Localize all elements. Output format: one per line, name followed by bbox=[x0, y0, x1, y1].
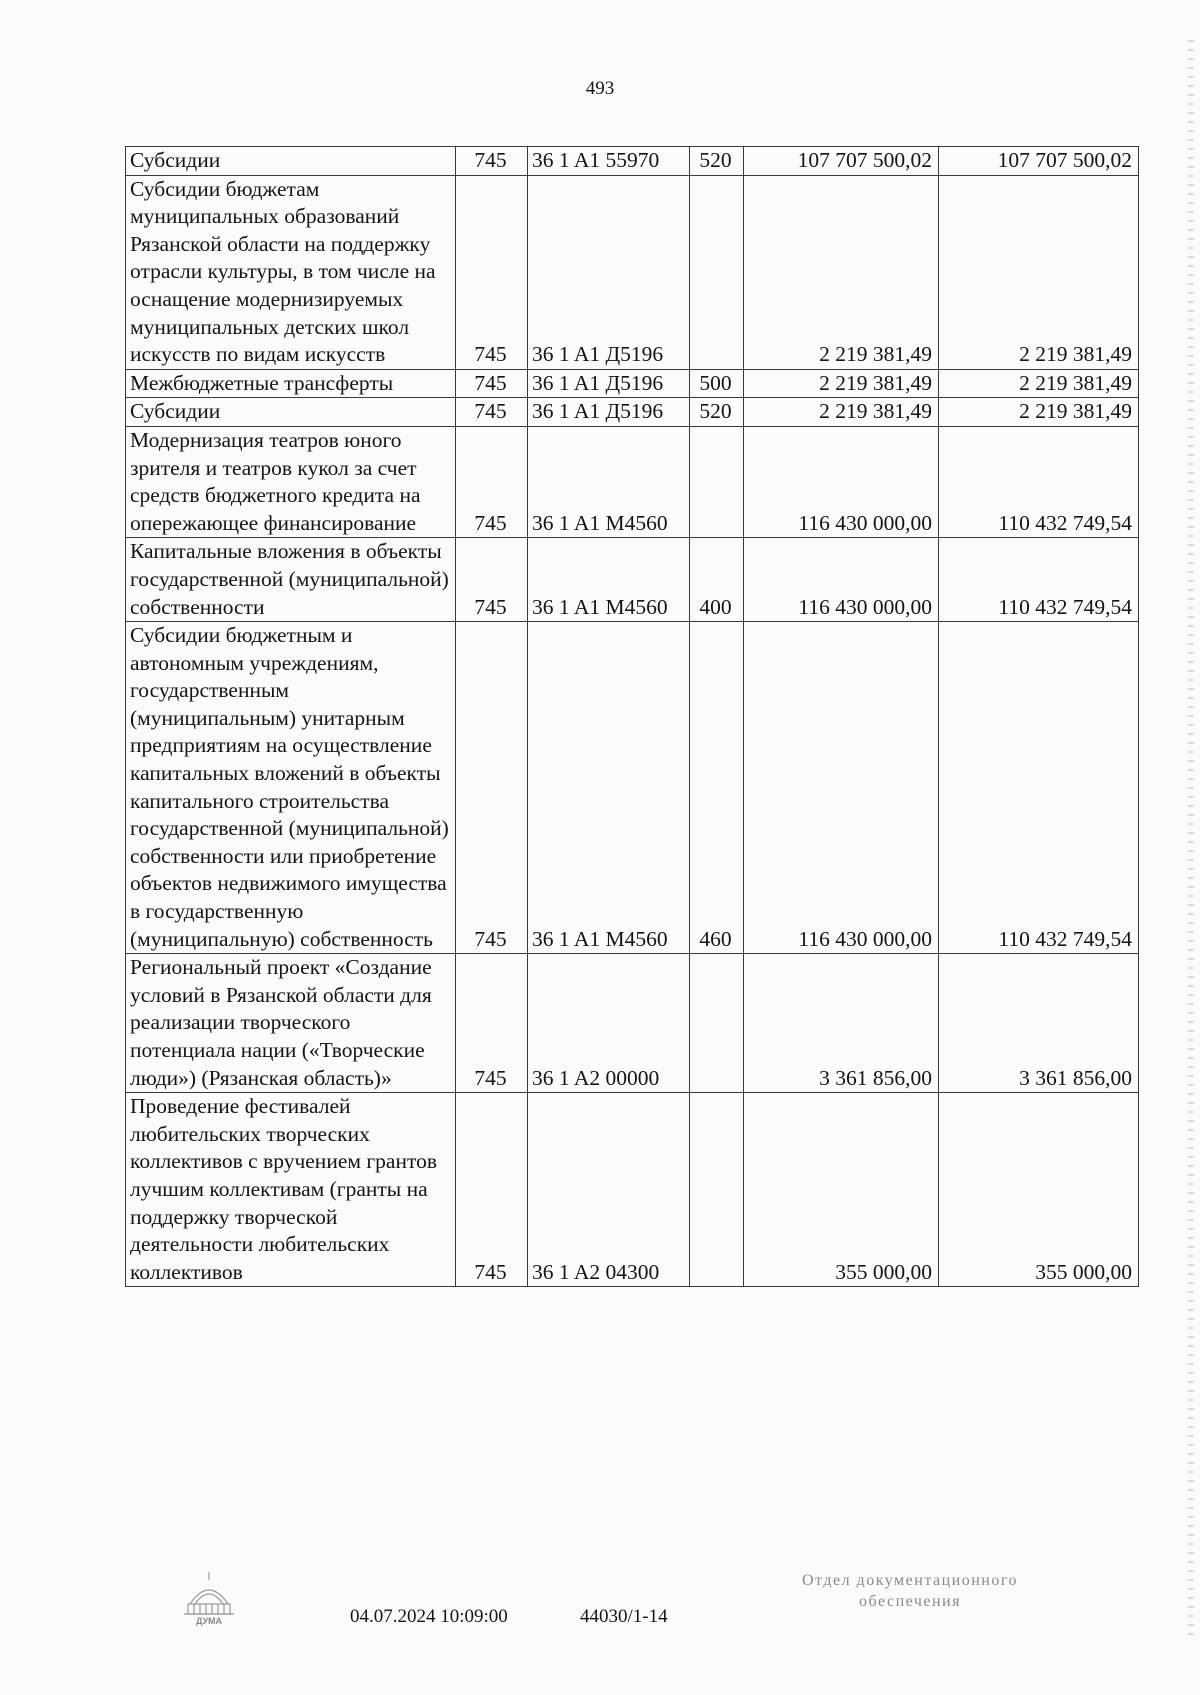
row-csr-code: 36 1 A1 Д5196 bbox=[528, 398, 690, 427]
row-vr-code bbox=[690, 1093, 744, 1287]
row-sum-planned: 2 219 381,49 bbox=[744, 175, 939, 369]
table-row bbox=[126, 426, 1139, 537]
row-sum-planned: 116 430 000,00 bbox=[744, 622, 939, 954]
row-gr-code: 745 bbox=[456, 147, 528, 176]
table-row bbox=[126, 398, 1139, 427]
row-csr-code: 36 1 A2 04300 bbox=[528, 1093, 690, 1287]
row-vr-code bbox=[690, 175, 744, 369]
table-row bbox=[126, 175, 1139, 369]
row-vr-code bbox=[690, 954, 744, 1093]
row-gr-code: 745 bbox=[456, 954, 528, 1093]
row-csr-code: 36 1 A1 M4560 bbox=[528, 426, 690, 537]
row-csr-code: 36 1 A1 M4560 bbox=[528, 538, 690, 622]
row-gr-code: 745 bbox=[456, 426, 528, 537]
table-row bbox=[126, 369, 1139, 398]
row-sum-actual: 3 361 856,00 bbox=[939, 954, 1139, 1093]
row-gr-code: 745 bbox=[456, 369, 528, 398]
budget-table bbox=[125, 146, 1139, 1287]
row-name: Межбюджетные трансферты bbox=[126, 369, 456, 398]
table-row bbox=[126, 954, 1139, 1093]
row-name: Субсидии bbox=[126, 147, 456, 176]
row-gr-code: 745 bbox=[456, 622, 528, 954]
row-sum-planned: 116 430 000,00 bbox=[744, 538, 939, 622]
row-name: Модернизация театров юного зрителя и театров кукол за счет средств бюджетного кредита на опережающее финансирование bbox=[126, 426, 456, 537]
row-vr-code: 520 bbox=[690, 398, 744, 427]
row-sum-planned: 107 707 500,02 bbox=[744, 147, 939, 176]
row-name: Субсидии bbox=[126, 398, 456, 427]
row-gr-code: 745 bbox=[456, 1093, 528, 1287]
row-vr-code bbox=[690, 426, 744, 537]
row-sum-planned: 3 361 856,00 bbox=[744, 954, 939, 1093]
table-row bbox=[126, 1093, 1139, 1287]
row-csr-code: 36 1 A1 55970 bbox=[528, 147, 690, 176]
stamp-line-2: обеспечения bbox=[859, 1593, 961, 1610]
table-row bbox=[126, 622, 1139, 954]
row-gr-code: 745 bbox=[456, 398, 528, 427]
scan-edge-marks bbox=[1188, 40, 1194, 1640]
row-csr-code: 36 1 A1 M4560 bbox=[528, 622, 690, 954]
registration-number: 44030/1-14 bbox=[580, 1606, 668, 1627]
registration-date: 04.07.2024 10:09:00 bbox=[350, 1606, 508, 1627]
row-gr-code: 745 bbox=[456, 175, 528, 369]
row-name: Субсидии бюджетным и автономным учреждениям, государственным (муниципальным) унитарным предприятиям на осуществление капитальных вложений в объекты капитального строительства государственной (муниципальной) собственности или приобретение объектов недвижимого имущества в государственную (муниципальную) собственность bbox=[126, 622, 456, 954]
row-sum-planned: 2 219 381,49 bbox=[744, 369, 939, 398]
row-name: Проведение фестивалей любительских творческих коллективов с вручением грантов лучшим коллективам (гранты на поддержку творческой деятельности любительских коллективов bbox=[126, 1093, 456, 1287]
row-sum-actual: 107 707 500,02 bbox=[939, 147, 1139, 176]
row-sum-actual: 110 432 749,54 bbox=[939, 622, 1139, 954]
department-stamp bbox=[760, 1570, 1060, 1612]
row-csr-code: 36 1 A1 Д5196 bbox=[528, 369, 690, 398]
table-row bbox=[126, 147, 1139, 176]
row-sum-planned: 355 000,00 bbox=[744, 1093, 939, 1287]
emblem-text: ДУМА bbox=[195, 1616, 223, 1626]
row-name: Капитальные вложения в объекты государственной (муниципальной) собственности bbox=[126, 538, 456, 622]
row-sum-actual: 2 219 381,49 bbox=[939, 398, 1139, 427]
row-sum-actual: 2 219 381,49 bbox=[939, 369, 1139, 398]
row-sum-actual: 110 432 749,54 bbox=[939, 426, 1139, 537]
row-vr-code: 400 bbox=[690, 538, 744, 622]
page-number: 493 bbox=[585, 78, 615, 99]
stamp-line-1: Отдел документационного bbox=[801, 1572, 1019, 1589]
row-sum-actual: 110 432 749,54 bbox=[939, 538, 1139, 622]
row-sum-planned: 2 219 381,49 bbox=[744, 398, 939, 427]
row-vr-code: 460 bbox=[690, 622, 744, 954]
row-sum-actual: 355 000,00 bbox=[939, 1093, 1139, 1287]
row-name: Субсидии бюджетам муниципальных образований Рязанской области на поддержку отрасли культуры, в том числе на оснащение модернизируемых муниципальных детских школ искусств по видам искусств bbox=[126, 175, 456, 369]
duma-emblem-icon bbox=[178, 1568, 240, 1626]
row-csr-code: 36 1 A2 00000 bbox=[528, 954, 690, 1093]
row-sum-actual: 2 219 381,49 bbox=[939, 175, 1139, 369]
row-vr-code: 520 bbox=[690, 147, 744, 176]
row-sum-planned: 116 430 000,00 bbox=[744, 426, 939, 537]
row-vr-code: 500 bbox=[690, 369, 744, 398]
table-row bbox=[126, 538, 1139, 622]
row-gr-code: 745 bbox=[456, 538, 528, 622]
row-name: Региональный проект «Создание условий в Рязанской области для реализации творческого потенциала нации («Творческие люди») (Рязанская область)» bbox=[126, 954, 456, 1093]
row-csr-code: 36 1 A1 Д5196 bbox=[528, 175, 690, 369]
